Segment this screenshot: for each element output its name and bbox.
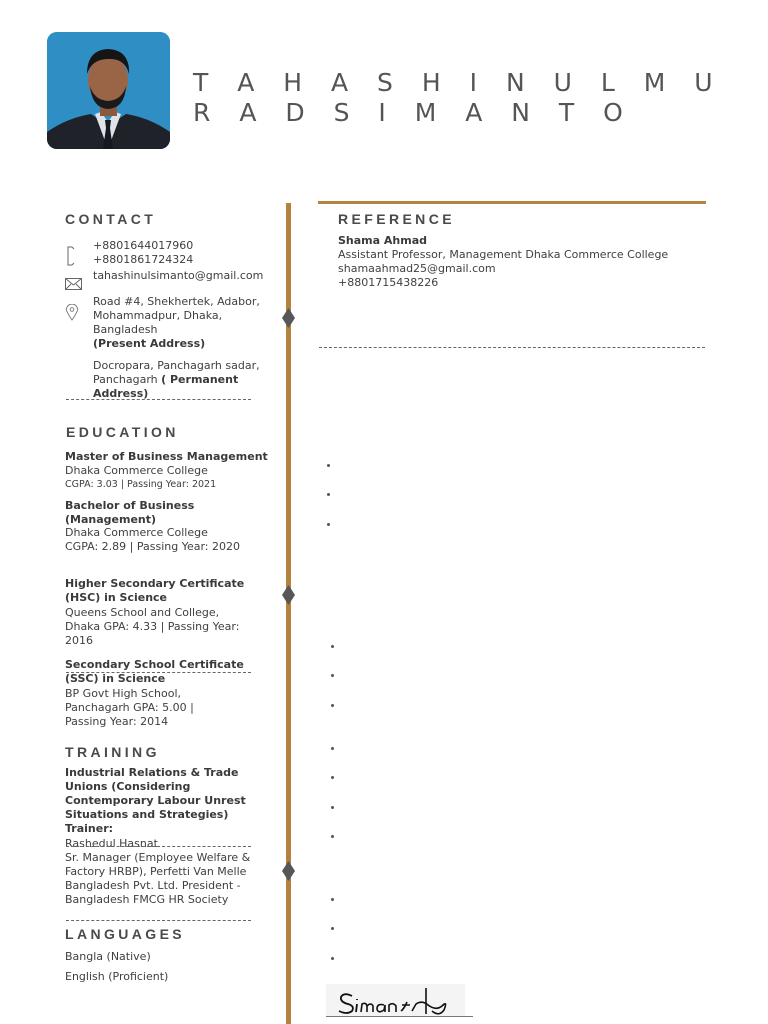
profile-photo — [47, 32, 170, 149]
diamond-marker — [282, 308, 295, 328]
education-school: BP Govt High School, Panchagarh GPA: 5.00 | Passing Year: 2014 — [65, 687, 194, 728]
bullet-point — [331, 806, 334, 809]
permanent-address-label: ( Permanent Address) — [93, 373, 239, 400]
envelope-icon — [65, 278, 82, 290]
reference-name: Shama Ahmad — [338, 234, 427, 247]
language-item: English (Proficient) — [65, 970, 169, 983]
education-school: Dhaka Commerce College — [65, 526, 208, 539]
divider — [66, 672, 251, 673]
reference-email[interactable]: shamaahmad25@gmail.com — [338, 262, 496, 275]
education-detail: CGPA: 2.89 | Passing Year: 2020 — [65, 540, 241, 553]
bullet-point — [331, 957, 334, 960]
bullet-point — [327, 464, 330, 467]
candidate-name: T A H A S H I N U L M U R A D S I M A N T O — [193, 68, 724, 127]
divider — [66, 846, 251, 847]
education-detail: CGPA: 3.03 | Passing Year: 2021 — [65, 479, 217, 490]
bullet-point — [331, 898, 334, 901]
bullet-point — [331, 674, 334, 677]
language-item: Bangla (Native) — [65, 950, 151, 963]
education-degree: Higher Secondary Certificate (HSC) in Science — [65, 577, 245, 604]
training-heading: TRAINING — [65, 744, 160, 760]
bullet-point — [331, 835, 334, 838]
bullet-point — [331, 927, 334, 930]
education-heading: EDUCATION — [66, 424, 179, 440]
present-address-label: (Present Address) — [93, 337, 206, 350]
training-trainer: Rashedul Hasnat — [65, 837, 158, 850]
education-degree: Secondary School Certificate (SSC) in Science — [65, 658, 244, 685]
person-portrait — [47, 32, 170, 149]
bullet-point — [327, 523, 330, 526]
education-school: Dhaka Commerce College — [65, 464, 208, 477]
languages-heading: LANGUAGES — [65, 926, 186, 942]
divider — [66, 399, 251, 400]
education-degree: Bachelor of Business (Management) — [65, 499, 195, 526]
contact-heading: CONTACT — [65, 211, 157, 227]
reference-position: Assistant Professor, Management Dhaka Commerce College — [338, 248, 669, 261]
accent-top-line — [318, 201, 706, 204]
signature-line — [326, 1016, 473, 1017]
diamond-marker — [282, 861, 295, 881]
phone-icon — [66, 246, 76, 266]
training-course: Industrial Relations & Trade Unions (Considering Contemporary Labour Unrest Situations and Strategies) Trainer: — [65, 766, 246, 835]
permanent-address — [93, 359, 283, 401]
reference-heading: REFERENCE — [338, 211, 455, 227]
bullet-point — [331, 704, 334, 707]
bullet-point — [327, 493, 330, 496]
diamond-marker — [282, 585, 295, 605]
divider — [319, 347, 705, 348]
bullet-point — [331, 747, 334, 750]
education-degree: Master of Business Management — [65, 450, 268, 463]
location-pin-icon — [66, 304, 78, 321]
bullet-point — [331, 645, 334, 648]
education-school: Queens School and College, Dhaka GPA: 4.33 | Passing Year: 2016 — [65, 606, 240, 647]
training-trainer-detail: Sr. Manager (Employee Welfare & Factory HRBP), Perfetti Van Melle Bangladesh Pvt. Ltd. President - Bangladesh FMCG HR Society — [65, 851, 251, 906]
bullet-point — [331, 776, 334, 779]
phone-1[interactable]: +8801644017960 — [93, 239, 194, 252]
email-link[interactable]: tahashinulsimanto@gmail.com — [93, 269, 264, 282]
present-address-text: Road #4, Shekhertek, Adabor, Mohammadpur, Dhaka, Bangladesh — [93, 295, 260, 336]
signature — [326, 984, 465, 1017]
phone-2[interactable]: +8801861724324 — [93, 253, 194, 266]
reference-phone[interactable]: +8801715438226 — [338, 276, 439, 289]
divider — [66, 920, 251, 921]
present-address — [93, 295, 263, 351]
signature-image — [326, 984, 465, 1017]
permanent-address-text: Docropara, Panchagarh sadar, Panchagarh — [93, 359, 260, 386]
